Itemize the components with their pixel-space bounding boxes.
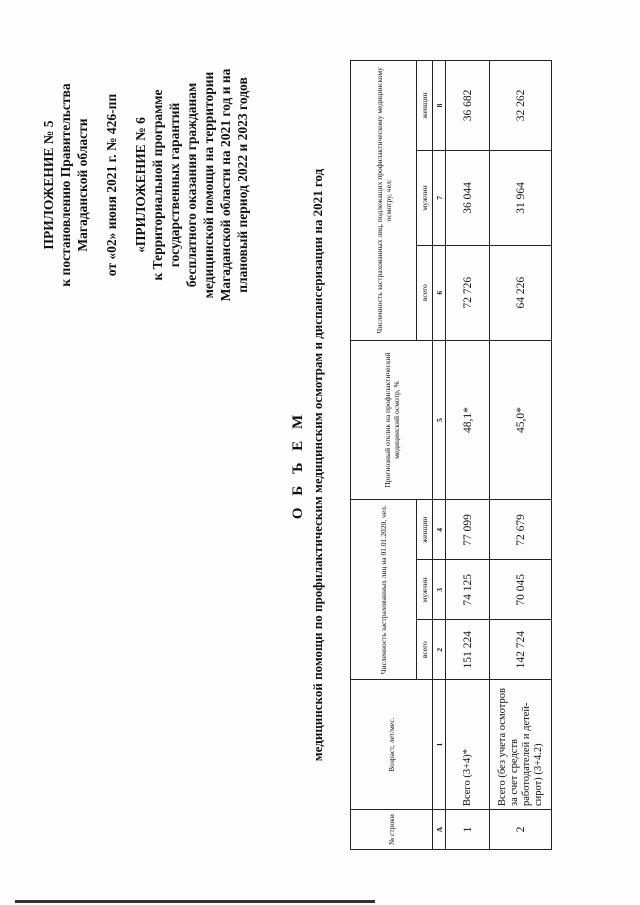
row-label: Всего (3+4)* (446, 680, 490, 810)
cell-women: 77 099 (446, 500, 490, 560)
row-number: 1 (446, 810, 490, 850)
header-line: Магаданской области на 2021 год и на (218, 68, 233, 302)
header-row-no: № строки (351, 810, 433, 850)
cell-total: 151 224 (446, 620, 490, 680)
scan-edge-line (15, 900, 375, 903)
cell-forecast: 45,0* (490, 340, 552, 500)
col-number: 3 (433, 560, 446, 620)
col-number: 2 (433, 620, 446, 680)
appendix-header (40, 25, 251, 345)
cell-subject-men: 36 044 (446, 150, 490, 245)
header-forecast: Прогнозный отклик на профилактический медицинский осмотр, % (351, 340, 433, 500)
col-number: 8 (433, 61, 446, 151)
table-row (490, 61, 552, 850)
header-line: государственных гарантий (167, 102, 182, 268)
table-row (446, 61, 490, 850)
title-main: О Б Ъ Е М (290, 410, 306, 520)
row-label: Всего (без учета осмотров за счет средств работодателей и детей-сирот) (3+4.2) (490, 680, 552, 810)
header-line: бесплатного оказания гражданам (184, 82, 199, 288)
cell-men: 74 125 (446, 560, 490, 620)
cell-subject-total: 72 726 (446, 245, 490, 340)
document-title (290, 45, 326, 885)
header-total: всего (417, 620, 433, 680)
header-line: к Территориальной программе (150, 89, 165, 281)
cell-women: 72 679 (490, 500, 552, 560)
header-line: плановый период 2022 и 2023 годов (235, 77, 250, 293)
header-line: Магаданской области (75, 118, 90, 252)
cell-forecast: 48,1* (446, 340, 490, 500)
col-number: 7 (433, 150, 446, 245)
col-number: 1 (433, 680, 446, 810)
col-number: А (433, 810, 446, 850)
header-line: медицинской помощи на территории (201, 71, 216, 299)
header-line: к постановлению Правительства (58, 83, 73, 287)
col-number: 4 (433, 500, 446, 560)
header-men: мужчин (417, 560, 433, 620)
title-sub: медицинской помощи по профилактическим медицинским осмотрам и диспансеризации на 2021 год (310, 168, 325, 762)
cell-subject-men: 31 964 (490, 150, 552, 245)
volume-table (350, 60, 552, 850)
header-age: Возраст, лет/мес. (351, 680, 433, 810)
cell-total: 142 724 (490, 620, 552, 680)
header-total: всего (417, 245, 433, 340)
header-line: ПРИЛОЖЕНИЕ № 5 (41, 120, 56, 250)
header-line: «ПРИЛОЖЕНИЕ № 6 (133, 117, 148, 253)
col-number: 6 (433, 245, 446, 340)
cell-subject-women: 36 682 (446, 61, 490, 151)
row-number: 2 (490, 810, 552, 850)
header-men: мужчин (417, 150, 433, 245)
cell-men: 70 045 (490, 560, 552, 620)
header-subject: Численность застрахованных лиц, подлежащих профилактическому медицинскому осмотру, чел: (351, 61, 417, 341)
header-line: от «02» июня 2021 г. № 426-пп (104, 93, 119, 277)
header-women: женщин (417, 500, 433, 560)
header-women: женщин (417, 61, 433, 151)
cell-subject-total: 64 226 (490, 245, 552, 340)
column-number-row (433, 61, 446, 850)
header-insured: Численность застрахованных лиц на 01.01.2020, чел. (351, 500, 417, 680)
cell-subject-women: 32 262 (490, 61, 552, 151)
col-number: 5 (433, 340, 446, 500)
